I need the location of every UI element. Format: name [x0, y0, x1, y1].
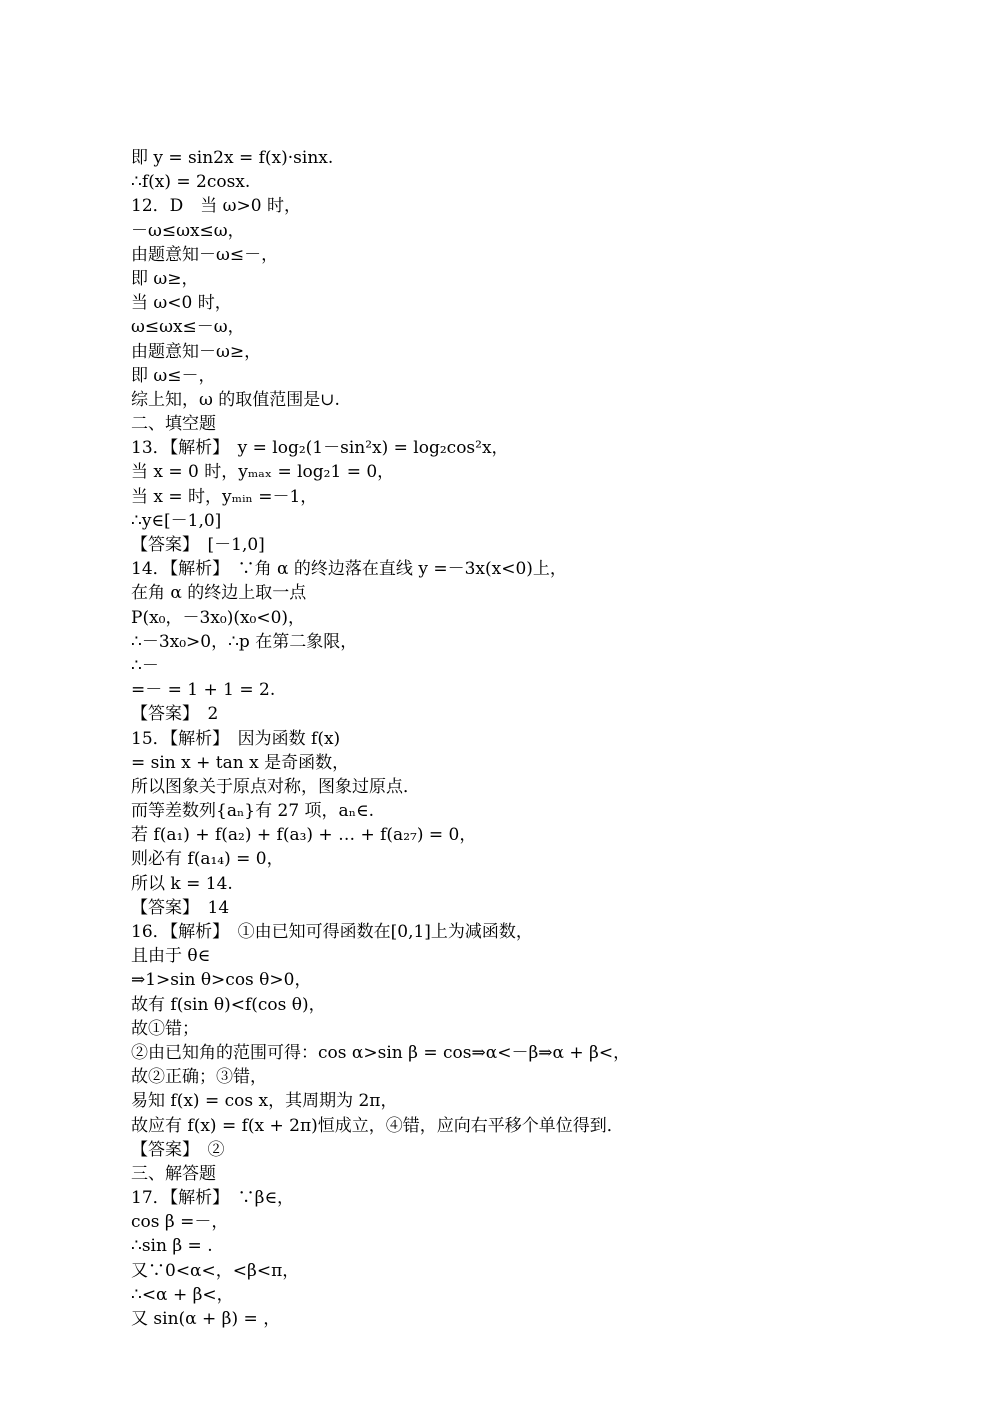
text-line: ②由已知角的范围可得：cos α>sin β = cos⇒α<－β⇒α + β<， [131, 1042, 631, 1063]
text-line: 【答案】 2 [131, 704, 219, 725]
text-line: ∴y∈[－1,0] [131, 510, 222, 531]
text-line: 又 sin(α + β) = ， [131, 1309, 281, 1329]
text-line: 即 ω≤－， [131, 365, 216, 386]
text-line: 当 x = 时，yₘᵢₙ =－1， [131, 486, 318, 507]
text-line: 而等差数列{aₙ}有 27 项，aₙ∈. [131, 801, 375, 822]
text-line: 当 ω<0 时， [131, 293, 232, 314]
text-line: 【答案】 ② [131, 1139, 225, 1160]
text-line: P(x₀，－3x₀)(x₀<0)， [131, 607, 306, 628]
text-line: ω≤ωx≤－ω， [131, 317, 245, 338]
text-line: ∴sin β = . [131, 1236, 213, 1257]
text-line: 若 f(a₁) + f(a₂) + f(a₃) + … + f(a₂₇) = 0， [131, 825, 477, 846]
text-line: 所以 k = 14. [131, 873, 233, 894]
text-line: 13．【解析】 y = log₂(1－sin²x) = log₂cos²x， [131, 438, 509, 459]
text-line: 又∵0<α<，<β<π， [131, 1260, 300, 1281]
text-line: ⇒1>sin θ>cos θ>0， [131, 970, 312, 991]
text-line: 15．【解析】 因为函数 f(x) [131, 728, 341, 749]
text-line: 所以图象关于原点对称，图象过原点． [131, 776, 420, 797]
text-line: 且由于 θ∈ [131, 946, 211, 967]
text-line: 【答案】 [－1,0] [131, 535, 265, 555]
text-line: 16．【解析】 ①由已知可得函数在[0,1]上为减函数， [131, 922, 533, 942]
text-line: ∴－ [131, 655, 159, 676]
text-line: 12．D 当 ω>0 时， [131, 196, 301, 217]
text-line: 当 x = 0 时，yₘₐₓ = log₂1 = 0， [131, 462, 395, 483]
text-line: 即 y = sin2x = f(x)·sinx. [131, 148, 334, 168]
text-line: 故有 f(sin θ)<f(cos θ)， [131, 994, 326, 1015]
text-line: 在角 α 的终边上取一点 [131, 583, 307, 604]
text-line: 则必有 f(a₁₄) = 0， [131, 849, 284, 870]
text-line: 14．【解析】 ∵角 α 的终边落在直线 y =－3x(x<0)上， [131, 559, 567, 580]
text-line: 由题意知－ω≥， [131, 341, 262, 362]
text-line: ∴－3x₀>0，∴p 在第二象限， [131, 631, 358, 652]
text-line: 故②正确；③错， [131, 1067, 267, 1088]
text-line: cos β =－， [131, 1212, 229, 1233]
text-line: 由题意知－ω≤－， [131, 244, 279, 265]
text-line: 二、填空题 [131, 414, 216, 435]
text-line: = sin x + tan x 是奇函数， [131, 752, 350, 773]
text-line: 故应有 f(x) = f(x + 2π)恒成立，④错，应向右平移个单位得到． [131, 1115, 624, 1136]
text-line: 【答案】 14 [131, 897, 230, 918]
text-line: 三、解答题 [131, 1163, 216, 1184]
text-line: 即 ω≥， [131, 268, 199, 289]
text-line: ∴<α + β<， [131, 1284, 234, 1305]
text-line: =－ = 1 + 1 = 2. [131, 680, 276, 701]
solution-text [131, 146, 871, 1331]
text-line: 综上知，ω 的取值范围是∪. [131, 389, 340, 410]
text-line: 故①错； [131, 1018, 199, 1039]
text-line: ∴f(x) = 2cosx. [131, 172, 251, 193]
text-line: －ω≤ωx≤ω， [131, 220, 245, 241]
text-line: 易知 f(x) = cos x，其周期为 2π， [131, 1091, 398, 1112]
text-line: 17．【解析】 ∵β∈， [131, 1188, 295, 1209]
